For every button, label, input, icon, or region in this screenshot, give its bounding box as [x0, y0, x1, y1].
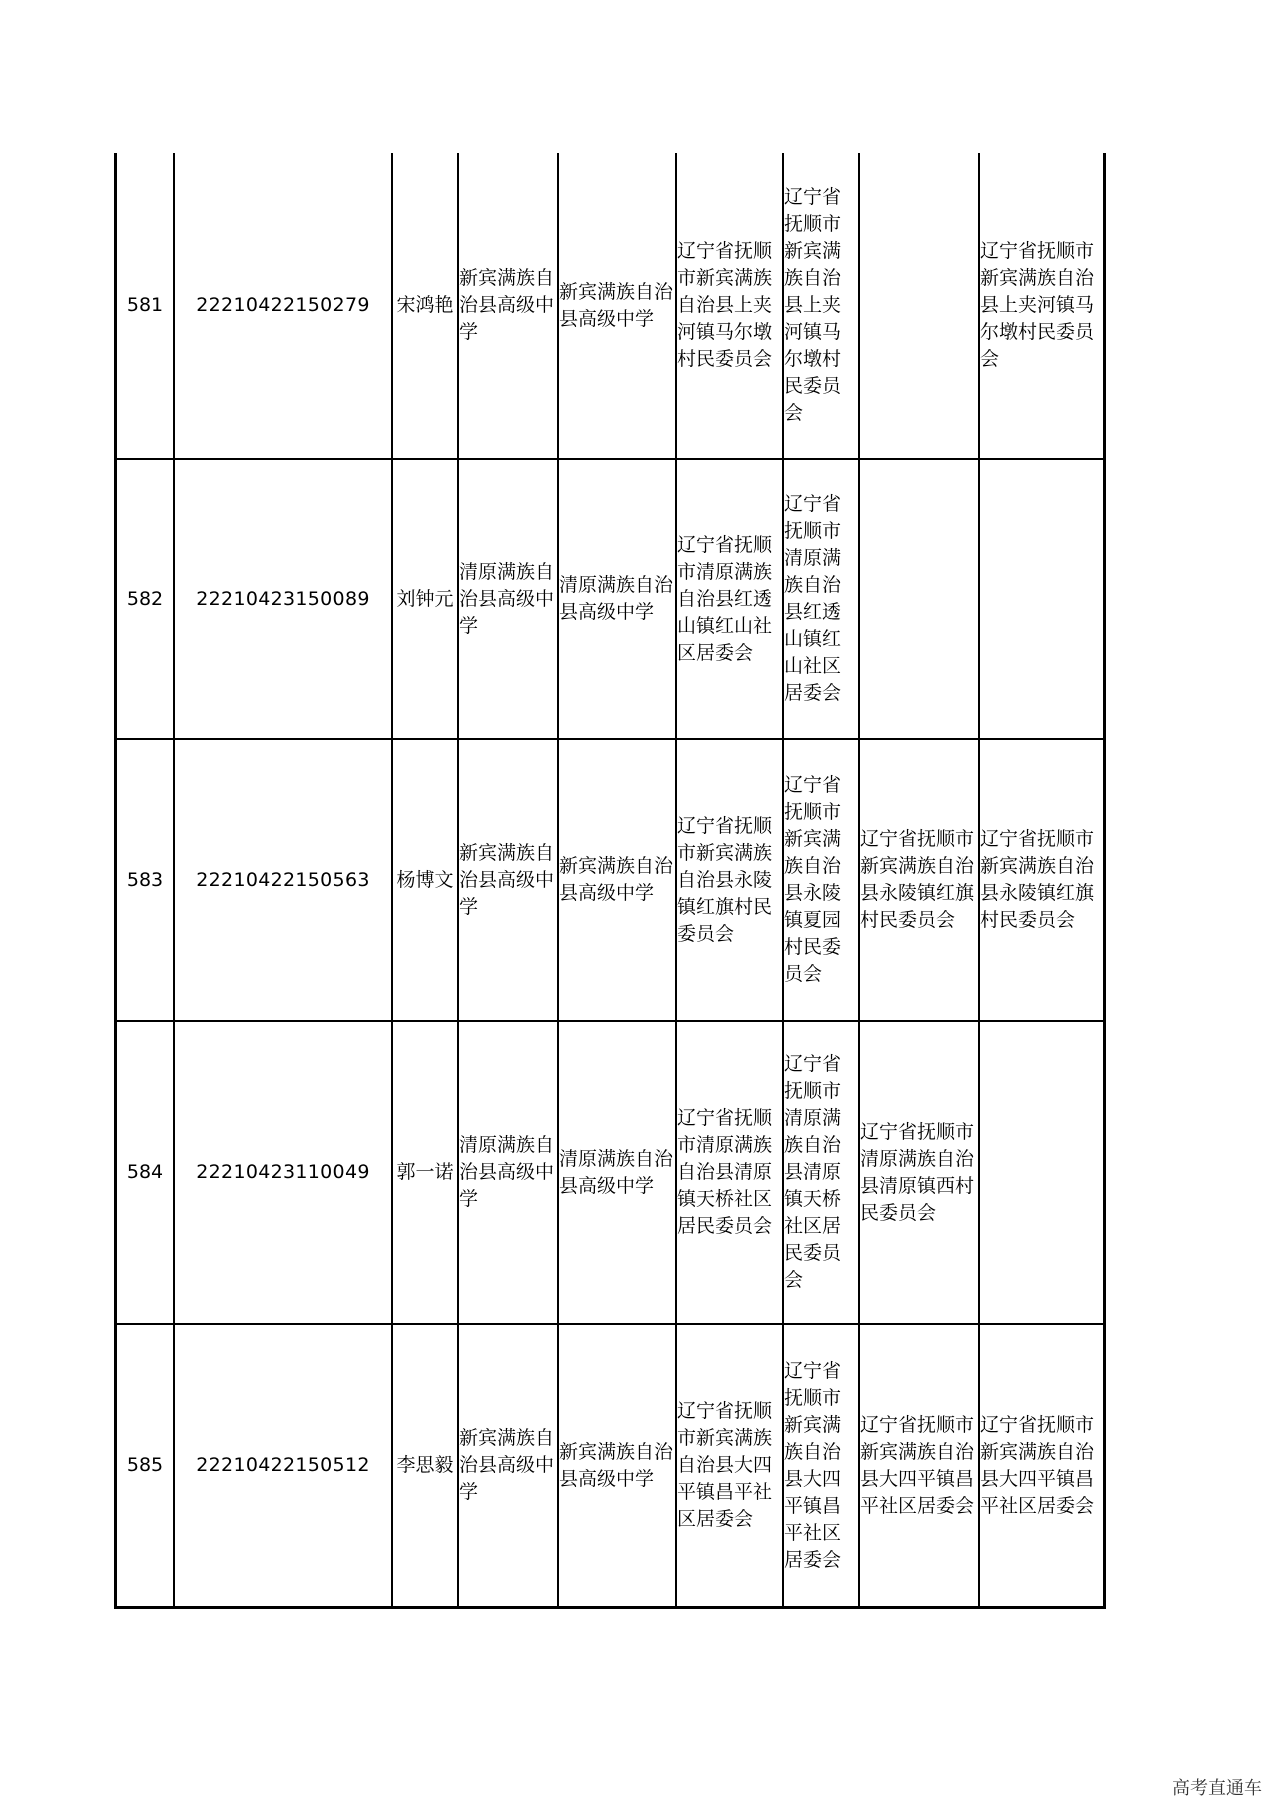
address-cell-2: 辽宁省抚顺市新宾满族自治县大四平镇昌平社区居委会	[783, 1324, 859, 1606]
table-row	[117, 153, 1103, 459]
exam-id-cell: 22210422150279	[174, 153, 392, 459]
address-cell-3: 辽宁省抚顺市新宾满族自治县永陵镇红旗村民委员会	[859, 739, 979, 1021]
address-cell-3: 辽宁省抚顺市新宾满族自治县大四平镇昌平社区居委会	[859, 1324, 979, 1606]
school-cell-secondary: 新宾满族自治县高级中学	[558, 153, 676, 459]
school-cell: 新宾满族自治县高级中学	[458, 1324, 558, 1606]
row-number-cell: 584	[117, 1021, 174, 1324]
address-cell-1: 辽宁省抚顺市清原满族自治县清原镇天桥社区居民委员会	[676, 1021, 783, 1324]
address-cell-4	[979, 459, 1103, 739]
school-cell-secondary: 清原满族自治县高级中学	[558, 459, 676, 739]
row-number-cell: 585	[117, 1324, 174, 1606]
table-row	[117, 459, 1103, 739]
roster-table	[117, 153, 1103, 1606]
school-cell: 清原满族自治县高级中学	[458, 459, 558, 739]
exam-id-cell: 22210423110049	[174, 1021, 392, 1324]
roster-sheet	[114, 153, 1106, 1609]
address-cell-3: 辽宁省抚顺市清原满族自治县清原镇西村民委员会	[859, 1021, 979, 1324]
address-cell-1: 辽宁省抚顺市新宾满族自治县永陵镇红旗村民委员会	[676, 739, 783, 1021]
address-cell-2: 辽宁省抚顺市清原满族自治县红透山镇红山社区居委会	[783, 459, 859, 739]
address-cell-1: 辽宁省抚顺市清原满族自治县红透山镇红山社区居委会	[676, 459, 783, 739]
table-row	[117, 1324, 1103, 1606]
row-number-cell: 582	[117, 459, 174, 739]
address-cell-3	[859, 459, 979, 739]
address-cell-1: 辽宁省抚顺市新宾满族自治县上夹河镇马尔墩村民委员会	[676, 153, 783, 459]
school-cell-secondary: 清原满族自治县高级中学	[558, 1021, 676, 1324]
school-cell-secondary: 新宾满族自治县高级中学	[558, 739, 676, 1021]
address-cell-2: 辽宁省抚顺市新宾满族自治县上夹河镇马尔墩村民委员会	[783, 153, 859, 459]
address-cell-2: 辽宁省抚顺市清原满族自治县清原镇天桥社区居民委员会	[783, 1021, 859, 1324]
exam-id-cell: 22210423150089	[174, 459, 392, 739]
address-cell-2: 辽宁省抚顺市新宾满族自治县永陵镇夏园村民委员会	[783, 739, 859, 1021]
exam-id-cell: 22210422150512	[174, 1324, 392, 1606]
student-name-cell: 刘钟元	[392, 459, 458, 739]
address-cell-4: 辽宁省抚顺市新宾满族自治县大四平镇昌平社区居委会	[979, 1324, 1103, 1606]
row-number-cell: 583	[117, 739, 174, 1021]
address-cell-4: 辽宁省抚顺市新宾满族自治县上夹河镇马尔墩村民委员会	[979, 153, 1103, 459]
school-cell: 新宾满族自治县高级中学	[458, 153, 558, 459]
address-cell-1: 辽宁省抚顺市新宾满族自治县大四平镇昌平社区居委会	[676, 1324, 783, 1606]
student-name-cell: 郭一诺	[392, 1021, 458, 1324]
school-cell-secondary: 新宾满族自治县高级中学	[558, 1324, 676, 1606]
address-cell-4: 辽宁省抚顺市新宾满族自治县永陵镇红旗村民委员会	[979, 739, 1103, 1021]
student-name-cell: 李思毅	[392, 1324, 458, 1606]
watermark-text: 高考直通车	[1172, 1778, 1262, 1799]
exam-id-cell: 22210422150563	[174, 739, 392, 1021]
table-row	[117, 739, 1103, 1021]
school-cell: 清原满族自治县高级中学	[458, 1021, 558, 1324]
student-name-cell: 杨博文	[392, 739, 458, 1021]
address-cell-4	[979, 1021, 1103, 1324]
table-row	[117, 1021, 1103, 1324]
address-cell-3	[859, 153, 979, 459]
row-number-cell: 581	[126, 294, 164, 316]
school-cell: 新宾满族自治县高级中学	[458, 739, 558, 1021]
student-name-cell: 宋鸿艳	[392, 153, 458, 459]
